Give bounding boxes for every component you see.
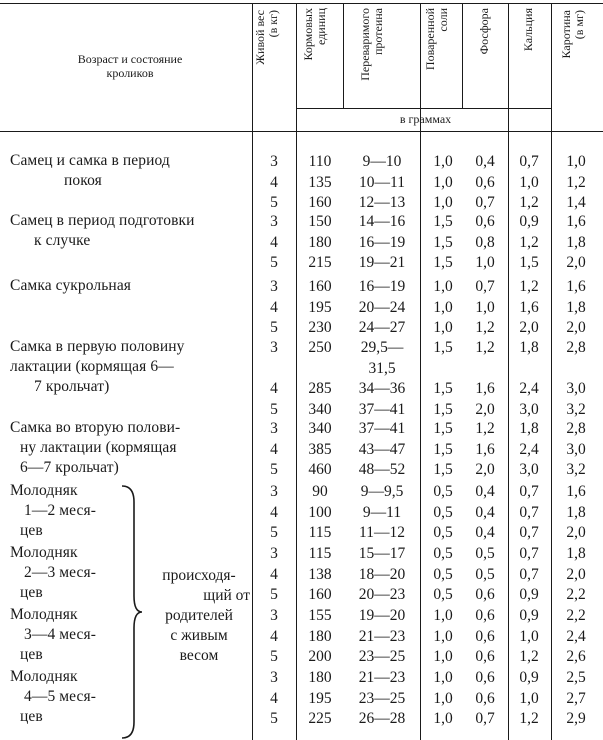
cell-phosphorus: 0,5 <box>475 545 495 562</box>
cell-live-weight: 5 <box>270 400 278 418</box>
header-phosphorus-line1: Фосфора <box>477 8 491 55</box>
col-rule-5 <box>462 3 463 108</box>
table-row <box>262 688 603 709</box>
table-row <box>262 543 603 564</box>
header-protein-line2: протеина <box>371 8 385 56</box>
cell-phosphorus: 0,6 <box>475 213 495 230</box>
cell-protein: 23—25 <box>358 648 406 666</box>
cell-phosphorus: 1,2 <box>475 319 495 337</box>
cell-phosphorus: 0,6 <box>475 627 495 645</box>
cell-feed-units: 285 <box>308 380 332 398</box>
table-row <box>262 378 603 399</box>
cell-protein: 15—17 <box>358 545 406 562</box>
group-title-line: цев <box>20 584 43 601</box>
header-salt-line1: Поваренной <box>423 8 437 71</box>
group-title <box>10 337 184 397</box>
cell-feed-units: 215 <box>308 254 332 272</box>
cell-protein: 21—23 <box>358 627 406 645</box>
cell-salt: 1,5 <box>433 213 453 230</box>
table-row <box>262 564 603 585</box>
cell-calcium: 0,7 <box>519 524 539 542</box>
cell-calcium: 1,6 <box>519 298 539 316</box>
cell-phosphorus: 0,6 <box>475 586 495 604</box>
cell-calcium: 0,9 <box>519 669 539 686</box>
cell-live-weight: 5 <box>270 648 278 666</box>
cell-feed-units: 135 <box>308 173 332 191</box>
cell-calcium: 2,0 <box>519 319 539 337</box>
cell-phosphorus: 0,6 <box>475 607 495 624</box>
cell-salt: 1,5 <box>433 380 453 398</box>
cell-calcium: 2,4 <box>519 440 539 458</box>
group-title-line: Самка во вторую полови- <box>10 419 181 436</box>
table-row <box>262 276 603 297</box>
group-title-line: 6—7 крольчат) <box>20 459 119 476</box>
cell-calcium: 1,2 <box>519 278 539 295</box>
cell-carotene: 2,8 <box>566 420 586 437</box>
header-feed-units-line1: Кормовых <box>301 8 315 61</box>
curly-brace-icon <box>118 484 144 740</box>
cell-live-weight: 4 <box>270 503 278 521</box>
cell-salt: 1,0 <box>433 153 453 170</box>
cell-feed-units: 180 <box>308 669 332 686</box>
header-age-state-line2: кроликов <box>106 66 154 80</box>
header-calcium <box>522 8 535 104</box>
cell-carotene: 2,2 <box>566 607 586 624</box>
table-row <box>262 172 603 193</box>
group-title-line: Молодняк <box>10 544 78 561</box>
group-title-line: 3—4 меся- <box>24 626 97 643</box>
young-note-line3: родителей <box>165 607 233 624</box>
group-title-line: ну лактации (кормящая <box>20 439 177 456</box>
header-age-state-line1: Возраст и состояние <box>77 52 183 66</box>
header-calcium-line1: Кальция <box>521 8 535 52</box>
cell-calcium: 2,4 <box>519 380 539 398</box>
cell-phosphorus: 0,4 <box>475 153 495 170</box>
cell-salt: 0,5 <box>433 586 453 604</box>
header-live-weight-line2: (в кг) <box>266 10 280 38</box>
cell-live-weight: 4 <box>270 440 278 458</box>
cell-protein: 20—24 <box>358 298 406 316</box>
table-row <box>262 399 603 420</box>
cell-feed-units: 115 <box>308 524 332 542</box>
cell-phosphorus: 0,4 <box>475 503 495 521</box>
cell-phosphorus: 0,6 <box>475 669 495 686</box>
group-title-line: 1—2 меся- <box>24 502 97 519</box>
group-title <box>10 543 96 603</box>
cell-live-weight: 4 <box>270 565 278 583</box>
cell-feed-units: 110 <box>308 153 332 170</box>
cell-protein: 9—11 <box>362 503 402 521</box>
table-row <box>262 459 603 480</box>
cell-carotene: 1,8 <box>566 503 586 521</box>
cell-carotene: 1,6 <box>566 483 586 500</box>
cell-phosphorus: 0,6 <box>475 689 495 707</box>
cell-phosphorus: 1,0 <box>475 254 495 272</box>
cell-feed-units: 200 <box>308 648 332 666</box>
cell-feed-units: 180 <box>308 627 332 645</box>
cell-calcium: 1,0 <box>519 173 539 191</box>
cell-calcium: 1,5 <box>519 254 539 272</box>
table-row <box>262 584 603 605</box>
group-title <box>10 481 96 541</box>
header-carotene-line2: (в мг) <box>572 10 586 40</box>
cell-calcium: 3,0 <box>519 461 539 479</box>
cell-carotene: 2,0 <box>566 254 586 272</box>
header-in-grams: в граммах <box>399 112 452 126</box>
group-title-line: Самец и самка в период <box>10 152 170 169</box>
header-live-weight <box>254 10 280 122</box>
cell-protein: 16—19 <box>358 233 406 251</box>
table-row <box>262 232 603 253</box>
table-row <box>262 605 603 626</box>
group-title-line: 7 крольчат) <box>34 378 110 395</box>
table-row <box>262 708 603 729</box>
cell-live-weight: 4 <box>270 298 278 316</box>
cell-salt: 1,5 <box>433 339 453 356</box>
group-title <box>10 418 180 478</box>
header-bottom-rule <box>0 131 603 132</box>
cell-feed-units: 460 <box>308 461 332 479</box>
cell-calcium: 1,0 <box>519 689 539 707</box>
cell-calcium: 0,7 <box>519 503 539 521</box>
cell-salt: 0,5 <box>433 524 453 542</box>
table-row <box>262 211 603 232</box>
cell-calcium: 3,0 <box>519 400 539 418</box>
cell-carotene: 2,0 <box>566 319 586 337</box>
table-row <box>262 502 603 523</box>
cell-salt: 1,5 <box>433 400 453 418</box>
cell-carotene: 1,8 <box>566 233 586 251</box>
table-row <box>262 317 603 338</box>
cell-protein: 24—27 <box>358 319 406 337</box>
table-row <box>262 667 603 688</box>
cell-carotene: 2,7 <box>566 689 586 707</box>
cell-carotene: 1,4 <box>566 194 586 212</box>
cell-salt: 1,0 <box>433 319 453 337</box>
cell-live-weight: 3 <box>270 420 278 437</box>
header-carotene <box>560 10 586 126</box>
cell-salt: 1,0 <box>433 298 453 316</box>
cell-feed-units: 225 <box>308 710 332 728</box>
cell-calcium: 1,2 <box>519 648 539 666</box>
cell-protein: 19—21 <box>358 254 406 272</box>
col-rule-1 <box>252 3 253 740</box>
cell-feed-units: 195 <box>308 689 332 707</box>
cell-live-weight: 3 <box>270 483 278 500</box>
header-live-weight-line1: Живой вес <box>253 10 267 65</box>
table-row <box>262 481 603 502</box>
table-row <box>262 297 603 318</box>
cell-calcium: 1,8 <box>519 339 539 356</box>
group-title <box>10 605 96 665</box>
cell-live-weight: 4 <box>270 380 278 398</box>
group-title-line: цев <box>20 522 43 539</box>
cell-calcium: 0,7 <box>519 483 539 500</box>
group-title-line: цев <box>20 708 43 725</box>
cell-carotene: 1,6 <box>566 278 586 295</box>
cell-carotene: 2,0 <box>566 565 586 583</box>
cell-live-weight: 5 <box>270 710 278 728</box>
cell-feed-units: 160 <box>308 586 332 604</box>
cell-calcium: 0,9 <box>519 213 539 230</box>
header-feed-units <box>302 8 328 104</box>
group-title-line: цев <box>20 646 43 663</box>
group-title-line: 2—3 меся- <box>24 564 97 581</box>
header-protein-line1: Переваримого <box>358 8 372 81</box>
cell-phosphorus: 1,6 <box>475 440 495 458</box>
cell-carotene: 3,2 <box>566 400 586 418</box>
cell-live-weight: 4 <box>270 233 278 251</box>
cell-protein: 34—36 <box>358 380 406 398</box>
cell-feed-units: 340 <box>308 420 332 437</box>
header-age-state <box>20 52 240 80</box>
cell-protein: 37—41 <box>358 420 406 437</box>
cell-protein: 48—52 <box>358 461 406 479</box>
cell-salt: 1,0 <box>433 194 453 212</box>
cell-salt: 1,5 <box>433 420 453 437</box>
group-title <box>10 276 131 296</box>
cell-salt: 1,0 <box>433 173 453 191</box>
cell-phosphorus: 0,4 <box>475 483 495 500</box>
cell-carotene: 2,0 <box>566 524 586 542</box>
cell-carotene: 2,5 <box>566 669 586 686</box>
group-title <box>10 667 96 727</box>
header-carotene-line1: Каротина <box>559 10 573 59</box>
cell-phosphorus: 0,6 <box>475 648 495 666</box>
group-title-line: лактации (кормящая 6— <box>10 358 174 375</box>
cell-protein: 23—25 <box>358 689 406 707</box>
cell-carotene: 1,2 <box>566 173 586 191</box>
cell-feed-units: 180 <box>308 233 332 251</box>
cell-protein: 12—13 <box>358 194 406 212</box>
cell-calcium: 1,2 <box>519 233 539 251</box>
group-title-line: покоя <box>64 172 102 189</box>
cell-feed-units: 115 <box>308 545 332 562</box>
table-row <box>262 418 603 439</box>
cell-carotene: 1,0 <box>566 153 586 170</box>
cell-phosphorus: 0,7 <box>475 194 495 212</box>
cell-salt: 0,5 <box>433 483 453 500</box>
cell-live-weight: 3 <box>270 339 278 356</box>
cell-salt: 1,5 <box>433 254 453 272</box>
cell-carotene: 3,0 <box>566 440 586 458</box>
cell-salt: 1,5 <box>433 233 453 251</box>
cell-calcium: 0,7 <box>519 565 539 583</box>
cell-feed-units: 385 <box>308 440 332 458</box>
header-protein <box>359 8 385 104</box>
table-row <box>262 646 603 667</box>
cell-phosphorus: 0,7 <box>475 710 495 728</box>
group-title-line: Самка в первую половину <box>10 338 185 355</box>
group-title-line: к случке <box>34 232 91 249</box>
young-note-line4: с живым <box>170 627 228 644</box>
cell-salt: 1,0 <box>433 607 453 624</box>
cell-salt: 0,5 <box>433 565 453 583</box>
cell-protein: 43—47 <box>358 440 406 458</box>
cell-carotene: 2,9 <box>566 710 586 728</box>
group-title <box>10 151 170 191</box>
cell-live-weight: 4 <box>270 627 278 645</box>
table-row <box>262 626 603 647</box>
table-row <box>262 252 603 273</box>
cell-salt: 1,0 <box>433 278 453 295</box>
group-title-line: Молодняк <box>10 668 78 685</box>
cell-carotene: 1,6 <box>566 213 586 230</box>
col-rule-3 <box>343 3 344 108</box>
cell-feed-units: 195 <box>308 298 332 316</box>
cell-protein: 11—12 <box>359 524 405 542</box>
cell-live-weight: 5 <box>270 194 278 212</box>
cell-carotene: 1,8 <box>566 298 586 316</box>
cell-feed-units: 160 <box>308 278 332 295</box>
table-row <box>262 522 603 543</box>
cell-protein: 29,5— <box>360 339 404 356</box>
cell-feed-units: 90 <box>312 483 328 500</box>
cell-feed-units: 138 <box>308 565 332 583</box>
group-title-line: Молодняк <box>10 482 78 499</box>
cell-calcium: 1,2 <box>519 710 539 728</box>
header-salt <box>424 8 450 104</box>
cell-protein: 19—20 <box>358 607 406 624</box>
cell-phosphorus: 2,0 <box>475 400 495 418</box>
cell-phosphorus: 1,6 <box>475 380 495 398</box>
cell-salt: 1,0 <box>433 710 453 728</box>
cell-phosphorus: 2,0 <box>475 461 495 479</box>
cell-live-weight: 5 <box>270 586 278 604</box>
cell-calcium: 1,2 <box>519 194 539 212</box>
cell-live-weight: 3 <box>270 213 278 230</box>
cell-live-weight: 5 <box>270 461 278 479</box>
cell-live-weight: 3 <box>270 607 278 624</box>
cell-protein: 10—11 <box>359 173 405 191</box>
group-title-line: Молодняк <box>10 606 78 623</box>
cell-live-weight: 5 <box>270 524 278 542</box>
cell-protein: 21—23 <box>358 669 406 686</box>
cell-salt: 0,5 <box>433 545 453 562</box>
cell-carotene: 3,2 <box>566 461 586 479</box>
group-title-line: 4—5 меся- <box>24 688 97 705</box>
cell-phosphorus: 0,4 <box>475 524 495 542</box>
cell-protein: 9—10 <box>362 153 402 170</box>
cell-feed-units: 100 <box>308 503 332 521</box>
header-phosphorus <box>478 8 491 104</box>
cell-protein: 20—23 <box>358 586 406 604</box>
cell-carotene: 2,4 <box>566 627 586 645</box>
cell-live-weight: 5 <box>270 254 278 272</box>
cell-calcium: 0,9 <box>519 586 539 604</box>
cell-calcium: 0,7 <box>519 153 539 170</box>
cell-live-weight: 4 <box>270 173 278 191</box>
young-note-line2: щий от <box>203 587 250 604</box>
cell-salt: 1,0 <box>433 627 453 645</box>
table-row <box>262 151 603 172</box>
cell-live-weight: 5 <box>270 319 278 337</box>
table-row <box>262 358 603 379</box>
cell-feed-units: 340 <box>308 400 332 418</box>
cell-salt: 1,5 <box>433 461 453 479</box>
cell-feed-units: 150 <box>308 213 332 230</box>
cell-carotene: 2,2 <box>566 586 586 604</box>
cell-phosphorus: 0,6 <box>475 173 495 191</box>
grams-rule <box>296 108 551 109</box>
cell-carotene: 2,6 <box>566 648 586 666</box>
cell-carotene: 1,8 <box>566 545 586 562</box>
cell-protein: 18—20 <box>358 565 406 583</box>
cell-live-weight: 4 <box>270 689 278 707</box>
cell-carotene: 3,0 <box>566 380 586 398</box>
cell-live-weight: 3 <box>270 669 278 686</box>
cell-feed-units: 155 <box>308 607 332 624</box>
table-row <box>262 337 603 358</box>
cell-salt: 1,0 <box>433 648 453 666</box>
cell-protein: 16—19 <box>358 278 406 295</box>
cell-feed-units: 160 <box>308 194 332 212</box>
group-title <box>10 211 195 251</box>
top-rule <box>0 3 603 4</box>
cell-phosphorus: 1,2 <box>475 339 495 356</box>
cell-protein: 37—41 <box>358 400 406 418</box>
cell-feed-units: 230 <box>308 319 332 337</box>
cell-protein: 14—16 <box>358 213 406 230</box>
cell-carotene: 2,8 <box>566 339 586 356</box>
cell-calcium: 1,0 <box>519 627 539 645</box>
cell-calcium: 1,8 <box>519 420 539 437</box>
group-title-line: Самка сукрольная <box>10 277 132 294</box>
header-salt-line2: соли <box>436 8 450 32</box>
young-note-line1: происходя- <box>162 567 236 584</box>
cell-salt: 1,0 <box>433 689 453 707</box>
cell-phosphorus: 0,5 <box>475 565 495 583</box>
cell-phosphorus: 0,8 <box>475 233 495 251</box>
cell-phosphorus: 0,7 <box>475 278 495 295</box>
young-note-line5: весом <box>179 647 219 664</box>
cell-live-weight: 3 <box>270 545 278 562</box>
cell-salt: 1,0 <box>433 669 453 686</box>
cell-protein: 31,5 <box>368 359 396 377</box>
cell-protein: 9—9,5 <box>360 483 404 500</box>
cell-live-weight: 3 <box>270 153 278 170</box>
cell-feed-units: 250 <box>308 339 332 356</box>
table-row <box>262 439 603 460</box>
cell-protein: 26—28 <box>358 710 406 728</box>
header-feed-units-line2: единиц <box>314 8 328 45</box>
cell-salt: 0,5 <box>433 503 453 521</box>
young-origin-note <box>146 566 252 666</box>
group-title-line: Самец в период подготовки <box>10 212 195 229</box>
cell-phosphorus: 1,0 <box>475 298 495 316</box>
cell-live-weight: 3 <box>270 278 278 295</box>
cell-phosphorus: 1,2 <box>475 420 495 437</box>
cell-salt: 1,5 <box>433 440 453 458</box>
cell-calcium: 0,7 <box>519 545 539 562</box>
cell-calcium: 0,9 <box>519 607 539 624</box>
